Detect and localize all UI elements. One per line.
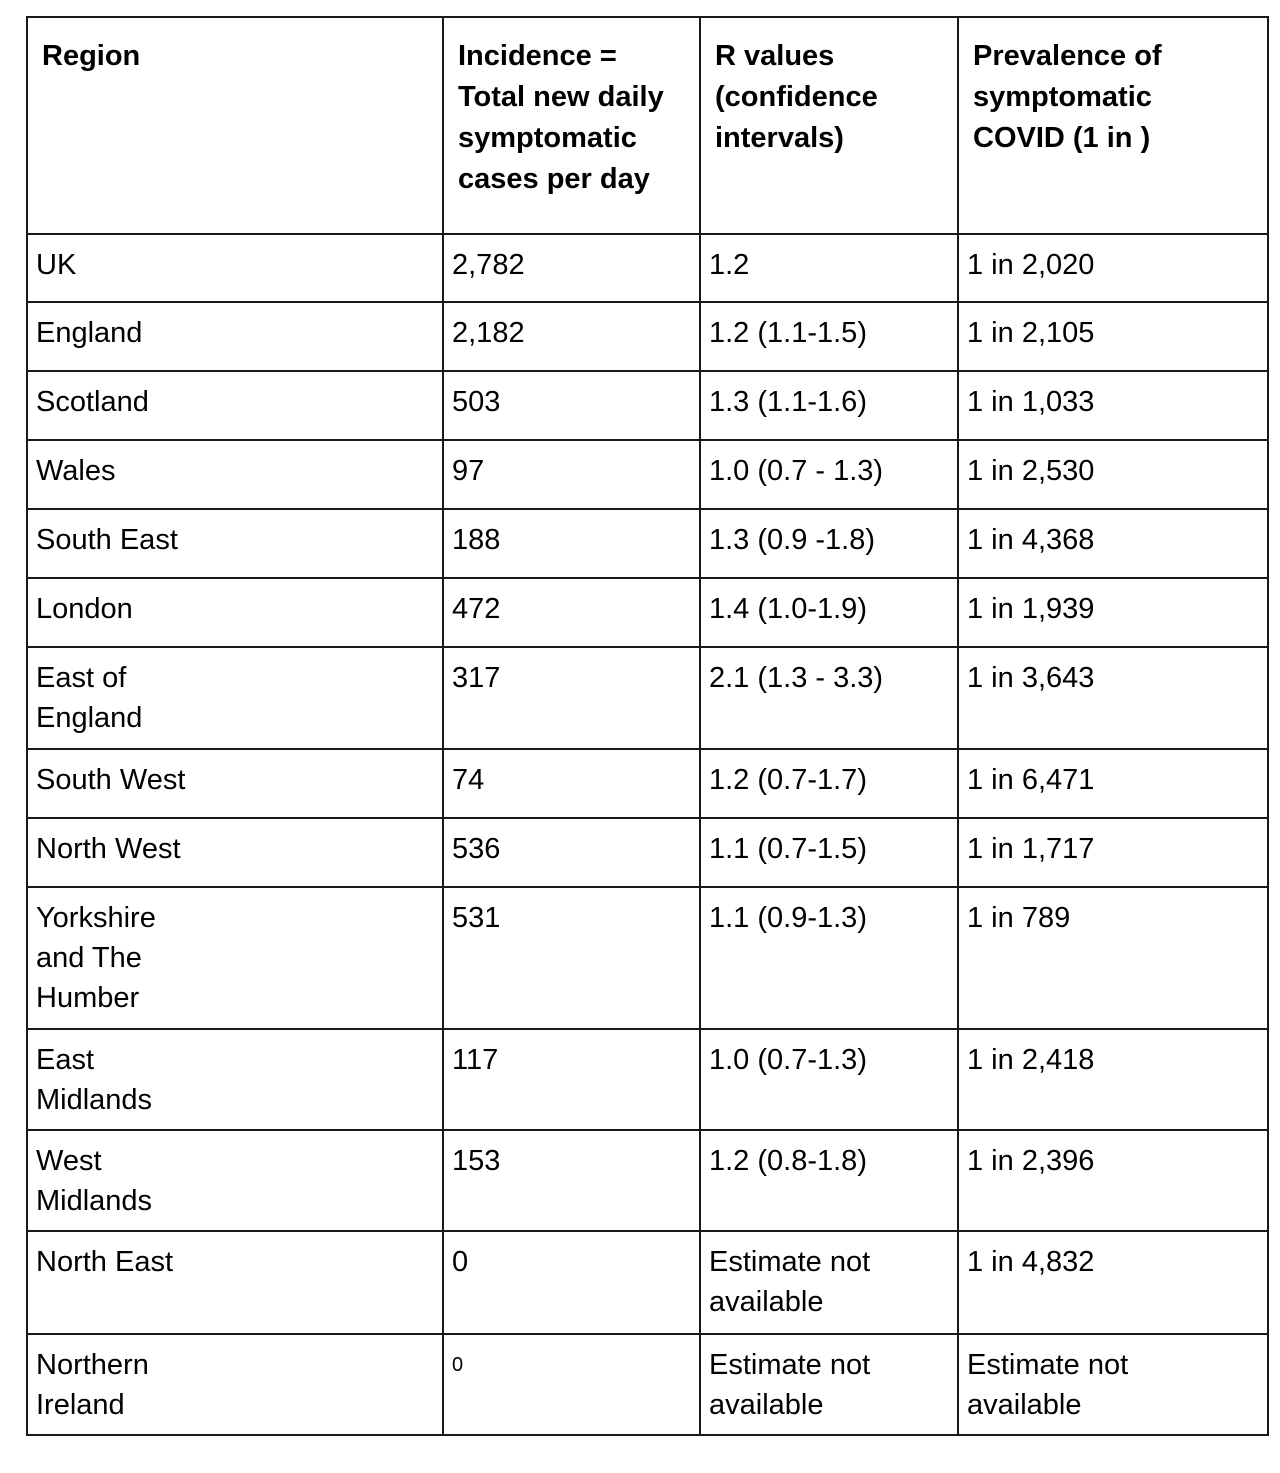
region-label: South West xyxy=(36,764,186,796)
header-prevalence: Prevalence of symptomatic COVID (1 in ) xyxy=(958,17,1268,234)
r-value-cell xyxy=(700,818,958,887)
prevalence-text: 1 in 2,396 xyxy=(967,1145,1095,1177)
r-value-cell xyxy=(700,578,958,647)
prevalence-cell xyxy=(958,1029,1268,1130)
header-r-values: R values (confidence intervals) xyxy=(700,17,958,234)
header-incidence: Incidence = Total new daily symptomatic cases per day xyxy=(443,17,700,234)
prevalence-cell xyxy=(958,509,1268,578)
incidence-cell: 472 xyxy=(443,578,700,647)
region-cell xyxy=(27,1029,443,1130)
incidence-cell: 531 xyxy=(443,887,700,1029)
prevalence-text: 1 in 6,471 xyxy=(967,764,1095,796)
incidence-cell: 0 xyxy=(443,1334,700,1435)
incidence-cell: 97 xyxy=(443,440,700,509)
prevalence-text: 1 in 2,530 xyxy=(967,455,1095,487)
table-row xyxy=(27,1130,1268,1231)
table-row xyxy=(27,440,1268,509)
region-cell xyxy=(27,818,443,887)
r-value-text: 2.1 (1.3 - 3.3) xyxy=(709,662,884,694)
region-cell xyxy=(27,1130,443,1231)
region-cell xyxy=(27,371,443,440)
table-row xyxy=(27,234,1268,302)
prevalence-text: 1 in 2,105 xyxy=(967,317,1095,349)
region-label: Wales xyxy=(36,455,116,487)
prevalence-cell xyxy=(958,234,1268,302)
r-value-cell xyxy=(700,647,958,749)
table-row xyxy=(27,578,1268,647)
region-label: East Midlands xyxy=(36,1044,153,1116)
table-row xyxy=(27,509,1268,578)
region-cell xyxy=(27,509,443,578)
incidence-cell: 0 xyxy=(443,1231,700,1334)
r-value-text: Estimate not available xyxy=(709,1349,871,1421)
prevalence-cell xyxy=(958,440,1268,509)
incidence-cell: 153 xyxy=(443,1130,700,1231)
prevalence-cell xyxy=(958,1231,1268,1334)
region-cell xyxy=(27,647,443,749)
prevalence-text: 1 in 3,643 xyxy=(967,662,1095,694)
prevalence-text: 1 in 789 xyxy=(967,902,1071,934)
prevalence-cell xyxy=(958,1130,1268,1231)
prevalence-text: 1 in 1,939 xyxy=(967,593,1095,625)
incidence-cell: 2,782 xyxy=(443,234,700,302)
region-cell xyxy=(27,749,443,818)
r-value-text: 1.1 (0.9-1.3) xyxy=(709,902,867,934)
r-value-text: 1.2 (0.8-1.8) xyxy=(709,1145,867,1177)
prevalence-text: 1 in 4,368 xyxy=(967,524,1095,556)
prevalence-cell xyxy=(958,302,1268,371)
covid-region-table xyxy=(26,16,1269,1436)
table-header-row xyxy=(27,17,1268,234)
prevalence-cell xyxy=(958,647,1268,749)
table-row xyxy=(27,1029,1268,1130)
r-value-cell xyxy=(700,1334,958,1435)
r-value-cell xyxy=(700,1231,958,1334)
region-label: Scotland xyxy=(36,386,149,418)
prevalence-text: Estimate not available xyxy=(967,1349,1129,1421)
region-label: UK xyxy=(36,249,77,281)
region-label: Yorkshire and The Humber xyxy=(36,902,156,1014)
region-label: West Midlands xyxy=(36,1145,153,1217)
incidence-cell: 536 xyxy=(443,818,700,887)
r-value-text: 1.1 (0.7-1.5) xyxy=(709,833,867,865)
r-value-cell xyxy=(700,440,958,509)
table-row xyxy=(27,371,1268,440)
region-cell xyxy=(27,302,443,371)
region-cell xyxy=(27,234,443,302)
r-value-cell xyxy=(700,302,958,371)
region-label: London xyxy=(36,593,133,625)
prevalence-cell xyxy=(958,578,1268,647)
incidence-cell: 117 xyxy=(443,1029,700,1130)
prevalence-text: 1 in 1,033 xyxy=(967,386,1095,418)
prevalence-text: 1 in 2,020 xyxy=(967,249,1095,281)
region-label: England xyxy=(36,317,143,349)
region-label: Northern Ireland xyxy=(36,1349,149,1421)
r-value-cell xyxy=(700,1029,958,1130)
prevalence-text: 1 in 4,832 xyxy=(967,1246,1095,1278)
covid-region-table-container xyxy=(26,16,1269,1436)
table-row xyxy=(27,302,1268,371)
region-cell xyxy=(27,1334,443,1435)
prevalence-cell xyxy=(958,371,1268,440)
table-body xyxy=(27,234,1268,1435)
r-value-cell xyxy=(700,509,958,578)
r-value-cell xyxy=(700,887,958,1029)
incidence-cell: 317 xyxy=(443,647,700,749)
r-value-text: 1.0 (0.7-1.3) xyxy=(709,1044,867,1076)
region-label: East of England xyxy=(36,662,143,734)
incidence-cell: 74 xyxy=(443,749,700,818)
region-cell xyxy=(27,578,443,647)
table-row xyxy=(27,887,1268,1029)
r-value-text: 1.2 (1.1-1.5) xyxy=(709,317,867,349)
r-value-text: 1.2 xyxy=(709,249,750,281)
prevalence-text: 1 in 2,418 xyxy=(967,1044,1095,1076)
region-cell xyxy=(27,440,443,509)
prevalence-cell xyxy=(958,887,1268,1029)
table-row xyxy=(27,647,1268,749)
header-region: Region xyxy=(27,17,443,234)
incidence-cell: 503 xyxy=(443,371,700,440)
r-value-cell xyxy=(700,371,958,440)
region-cell xyxy=(27,1231,443,1334)
r-value-cell xyxy=(700,1130,958,1231)
prevalence-cell xyxy=(958,1334,1268,1435)
r-value-text: 1.2 (0.7-1.7) xyxy=(709,764,867,796)
table-row xyxy=(27,749,1268,818)
r-value-text: 1.4 (1.0-1.9) xyxy=(709,593,867,625)
r-value-text: 1.3 (0.9 -1.8) xyxy=(709,524,876,556)
region-label: North West xyxy=(36,833,181,865)
r-value-text: Estimate not available xyxy=(709,1246,871,1318)
table-row xyxy=(27,818,1268,887)
r-value-cell xyxy=(700,234,958,302)
table-row xyxy=(27,1231,1268,1334)
incidence-cell: 2,182 xyxy=(443,302,700,371)
r-value-text: 1.3 (1.1-1.6) xyxy=(709,386,867,418)
r-value-text: 1.0 (0.7 - 1.3) xyxy=(709,455,884,487)
table-row xyxy=(27,1334,1268,1435)
prevalence-cell xyxy=(958,749,1268,818)
incidence-cell: 188 xyxy=(443,509,700,578)
region-label: South East xyxy=(36,524,178,556)
region-cell xyxy=(27,887,443,1029)
prevalence-text: 1 in 1,717 xyxy=(967,833,1095,865)
prevalence-cell xyxy=(958,818,1268,887)
region-label: North East xyxy=(36,1246,173,1278)
r-value-cell xyxy=(700,749,958,818)
